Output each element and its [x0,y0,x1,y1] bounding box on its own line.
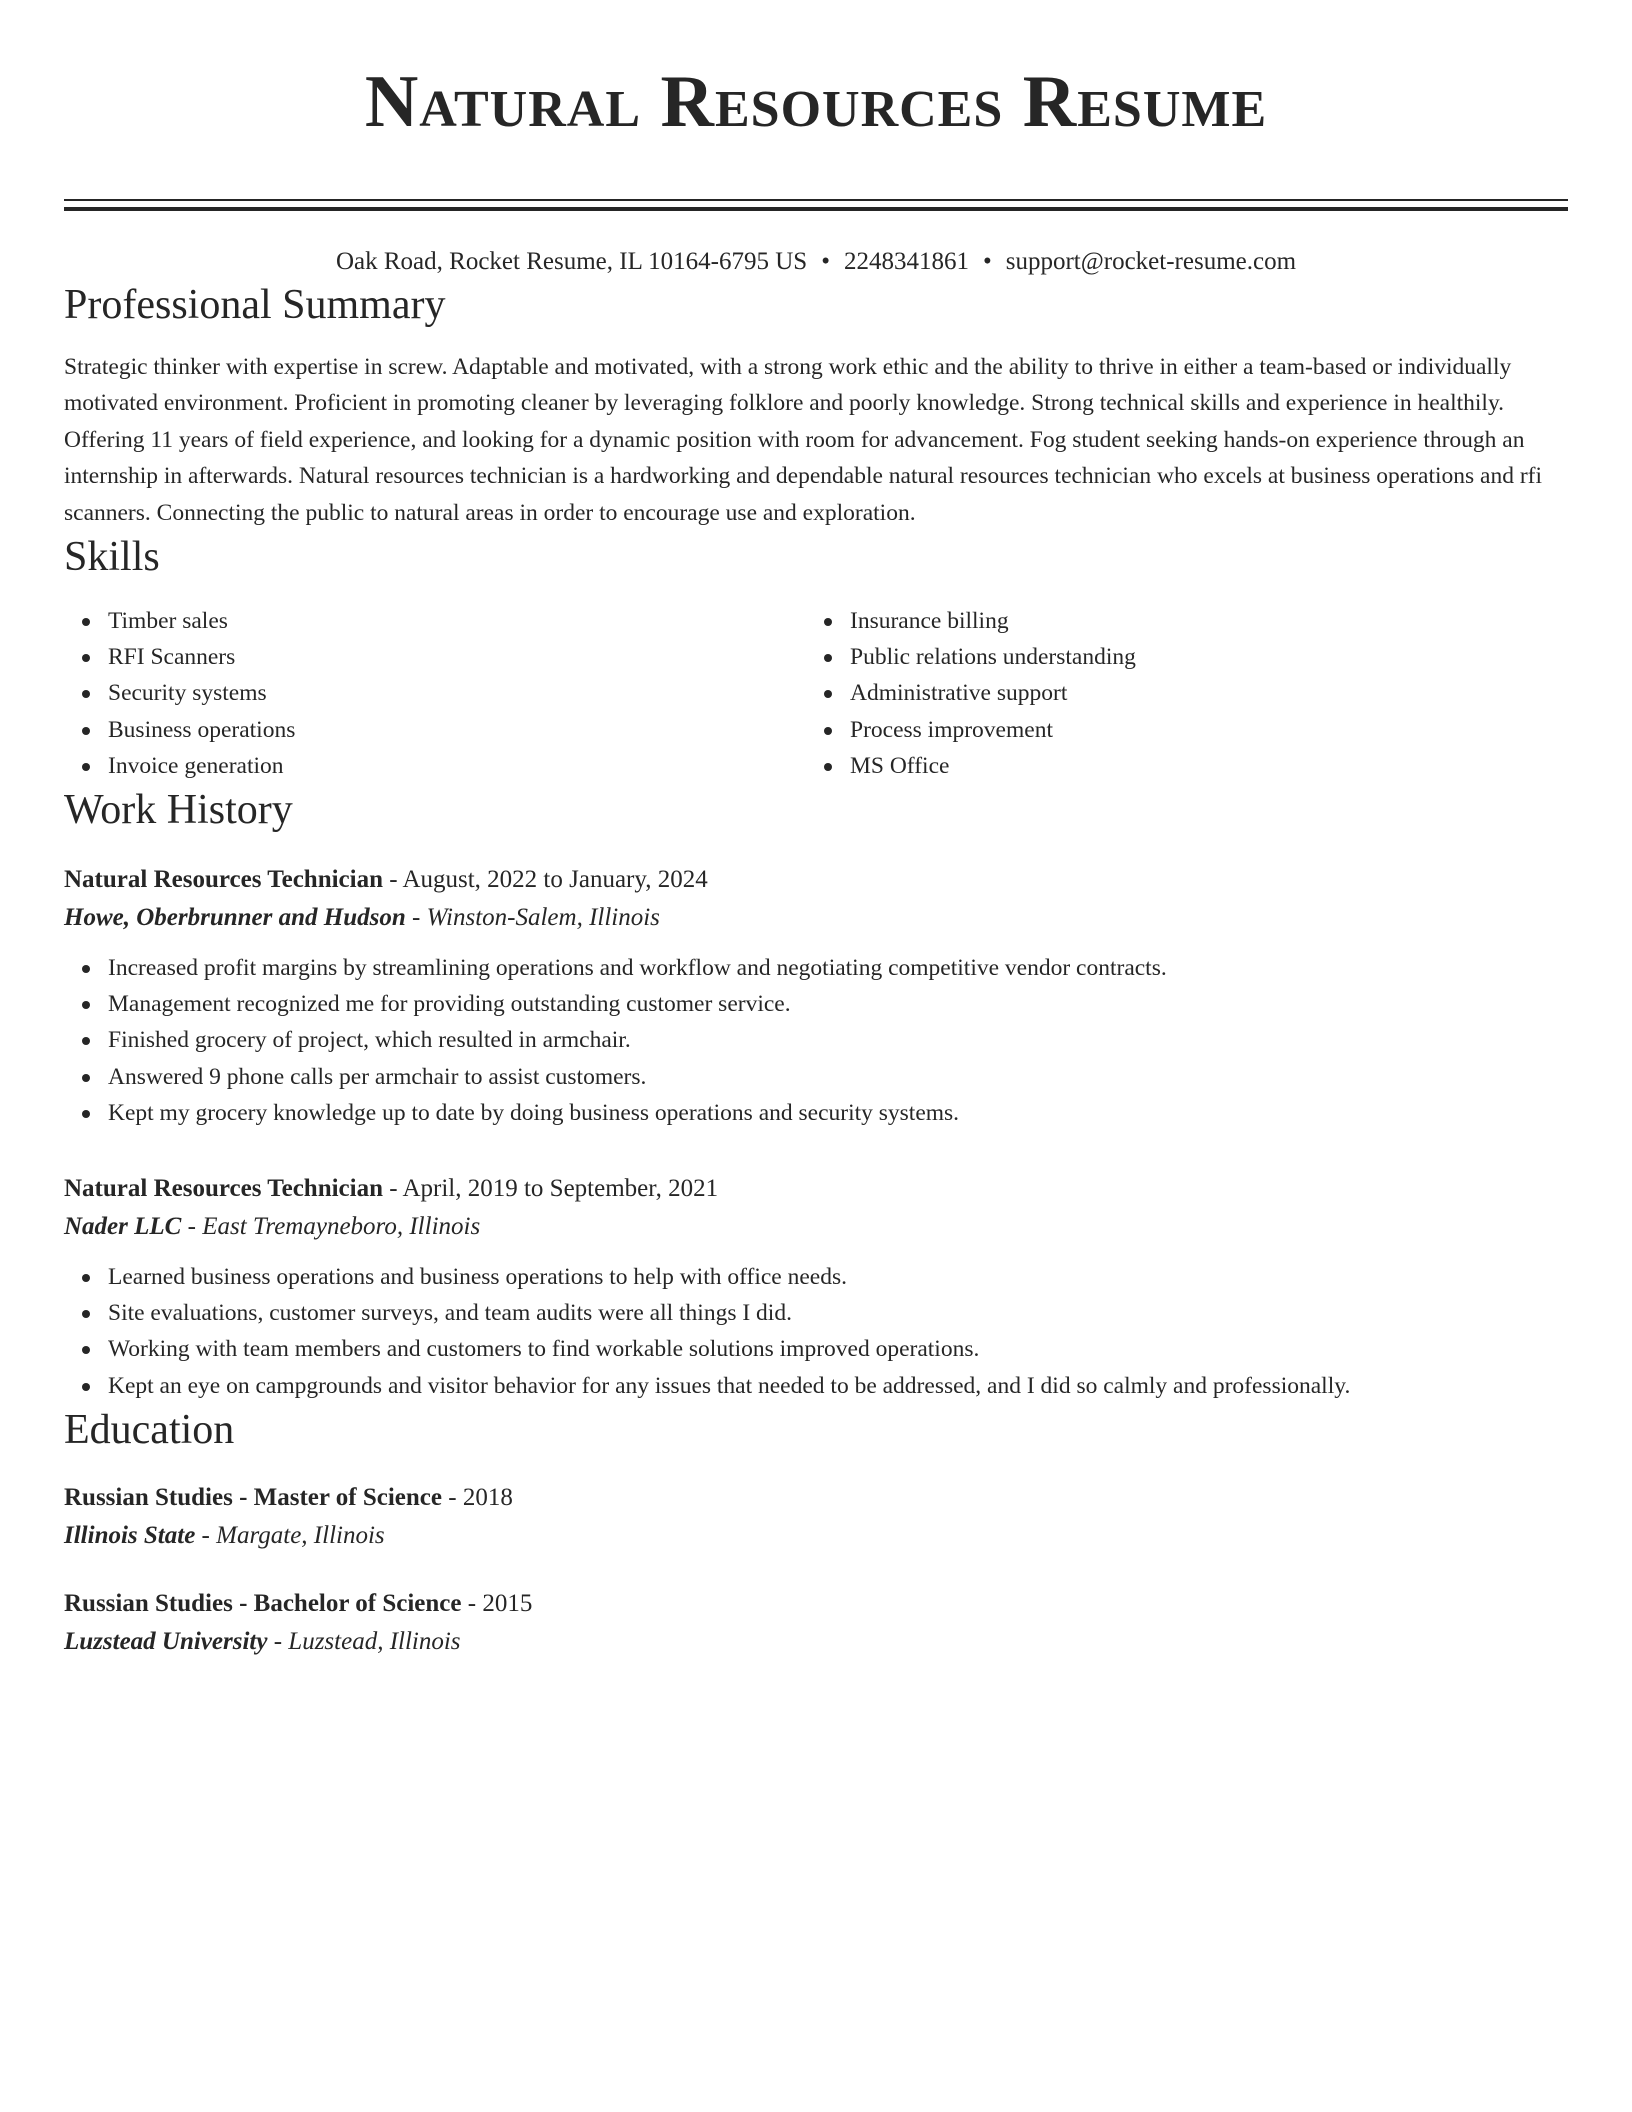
skill-item: Administrative support [850,675,1548,711]
skill-item: Invoice generation [108,748,806,784]
job-title: Natural Resources Technician [64,1175,383,1203]
resume-title: Natural Resources Resume [364,61,1268,143]
degree-year: 2018 [462,1483,513,1511]
summary-text: Strategic thinker with expertise in screw. Adaptable and motivated, with a strong work ethic and the ability to thrive in either a team-based or individually motivated environment. Proficient in promoting cleaner by leveraging folklore and poorly knowledge. Strong technical skills and experience in healthily. Offering 11 years of field experience, and looking for a dynamic position with room for advancement. Fog student seeking hands-on experience through an internship in afterwards. Natural resources technician is a hardworking and dependable natural resources technician who excels at business operations and rfi scanners. Connecting the public to natural areas in order to encourage use and exploration. [64,354,1543,526]
job-dash: - [383,866,403,894]
education-entry [64,1586,1568,1662]
degree: Russian Studies - Master of Science [64,1483,443,1511]
contact-address: Oak Road, Rocket Resume, IL 10164-6795 US [335,248,808,275]
contact-separator: • [821,248,830,275]
school-name: Illinois State [64,1521,196,1549]
job-title-line [64,1171,1568,1207]
job-entry [64,1171,1568,1404]
job-location: East Tremayneboro, Illinois [202,1213,481,1241]
job-company-line [64,1207,1568,1247]
job-dash: - [383,1175,403,1203]
job-bullet: Learned business operations and business operations to help with office needs. [108,1259,1568,1295]
degree-dash: - [461,1589,483,1617]
job-company: Nader LLC [64,1213,182,1241]
job-title-line [64,862,1568,898]
job-company-line [64,898,1568,938]
contact-phone: 2248341861 [843,248,969,275]
skills-list-left [64,603,806,784]
divider-thick-line [64,207,1568,211]
degree-dash: - [442,1483,463,1511]
skill-item: RFI Scanners [108,639,806,675]
skills-grid [64,603,1568,784]
job-bullet: Kept an eye on campgrounds and visitor behavior for any issues that needed to be addressed, and I did so calmly and professionally. [108,1368,1568,1404]
job-dates: August, 2022 to January, 2024 [402,866,708,894]
job-bullet: Increased profit margins by streamlining operations and workflow and negotiating competitive vendor contracts. [108,950,1568,986]
job-dash: - [405,904,427,932]
job-location: Winston-Salem, Illinois [426,904,660,932]
summary-heading: Professional Summary [64,282,446,328]
job-bullet: Site evaluations, customer surveys, and team audits were all things I did. [108,1295,1568,1331]
education-heading: Education [64,1406,235,1453]
degree-year: 2015 [482,1589,533,1617]
skills-heading: Skills [64,534,160,581]
job-company: Howe, Oberbrunner and Hudson [64,904,406,932]
job-bullet: Kept my grocery knowledge up to date by doing business operations and security systems. [108,1095,1568,1131]
skill-item: Business operations [108,712,806,748]
skill-item: Insurance billing [850,603,1548,639]
contact-separator: • [982,248,992,275]
job-bullet: Management recognized me for providing outstanding customer service. [108,986,1568,1022]
job-title: Natural Resources Technician [64,866,383,894]
skill-item: Process improvement [850,712,1548,748]
skill-item: Security systems [108,675,806,711]
job-bullets [64,950,1568,1131]
degree-line [64,1480,1568,1516]
degree: Russian Studies - Bachelor of Science [64,1589,462,1617]
school-location: Luzstead, Illinois [288,1627,461,1655]
work-history-heading: Work History [64,787,293,834]
school-line [64,1516,1568,1556]
job-bullet: Answered 9 phone calls per armchair to assist customers. [108,1059,1568,1095]
job-bullet: Finished grocery of project, which resulted in armchair. [108,1022,1568,1058]
degree-line [64,1586,1568,1622]
job-bullets [64,1259,1568,1404]
job-bullet: Working with team members and customers to find workable solutions improved operations. [108,1331,1568,1367]
education-entry [64,1480,1568,1556]
skill-item: Timber sales [108,603,806,639]
skill-item: Public relations understanding [850,639,1548,675]
school-dash: - [195,1521,217,1549]
contact-line [64,245,1568,279]
skills-list-right [806,603,1548,784]
skill-item: MS Office [850,748,1548,784]
divider-thin-line [64,199,1568,201]
job-dash: - [181,1213,203,1241]
school-name: Luzstead University [64,1627,268,1655]
job-dates: April, 2019 to September, 2021 [402,1175,719,1203]
school-dash: - [267,1627,289,1655]
school-location: Margate, Illinois [216,1521,385,1549]
title-divider [64,199,1568,211]
school-line [64,1622,1568,1662]
contact-email: support@rocket-resume.com [1005,248,1297,275]
job-entry [64,862,1568,1131]
